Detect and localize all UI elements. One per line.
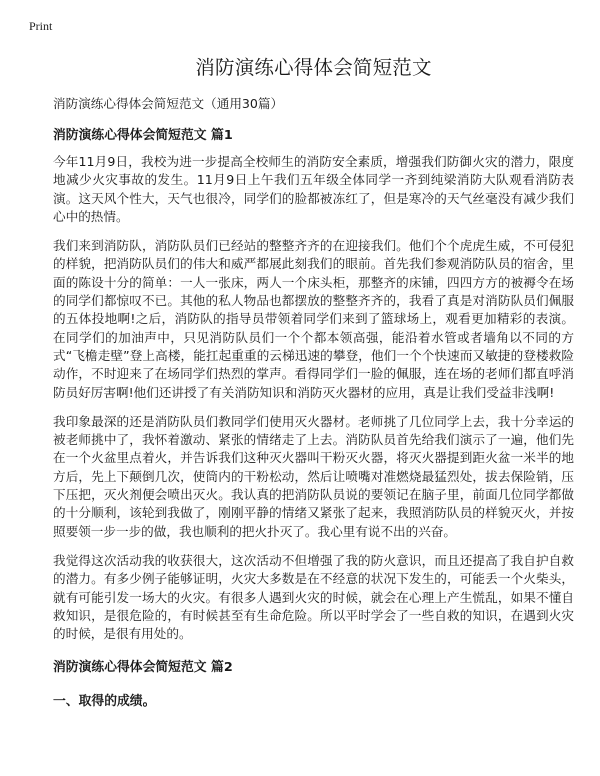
sub-heading: 一、取得的成绩。: [53, 694, 156, 710]
section-heading: 消防演练心得体会简短范文 篇2: [53, 660, 233, 676]
paragraph: 我觉得这次活动我的收获很大，这次活动不但增强了我的防火意识，而且还提高了我自护自救的潜力。有多少例子能够证明，火灾大多数是在不经意的状况下发生的，可能丢一个火柴头，就有可能引发一场大的火灾。有很多人遇到火灾的时候，就会在心理上产生慌乱，如果不懂自救知识，是很危险的，有时候甚至有生命危险。所以平时学会了一些自救的知识，在遇到火灾的时候，是很有用处的。: [53, 552, 574, 642]
paragraph: 我们来到消防队，消防队员们已经站的整整齐齐的在迎接我们。他们个个虎虎生威，不可侵犯的样貌，把消防队员们的伟大和威严都展此刻我们的眼前。首先我们参观消防队员的宿舍，里面的陈设十分的简单：一人一张床，两人一个床头柜，那整齐的床铺，四四方方的被褥令在场的同学们都惊叹不已。其他的私人物品也都摆放的整整齐齐的，我看了真是对消防队员们佩服的五体投地啊!之后，消防队的指导员带领着同学们来到了篮球场上，观看更加精彩的表演。在同学们的加油声中，只见消防队员们一个个都本领高强，能沿着水管或者墙角以不同的方式“飞檐走壁”登上高楼，能扛起重重的云梯迅速的攀登，他们一个个快速而又敏捷的登楼救险动作，不时迎来了在场同学们热烈的掌声。看得同学们一脸的佩服，连在场的老师们都直呼消防员好厉害啊!他们还讲授了有关消防知识和消防灭火器材的应用，真是让我们受益非浅啊!: [53, 238, 574, 400]
section-2: [53, 659, 574, 711]
document-title: 消防演练心得体会简短范文: [195, 56, 432, 79]
section-1: [53, 127, 574, 643]
document-body: [53, 48, 574, 711]
paragraph: 我印象最深的还是消防队员们教同学们使用灭火器材。老师挑了几位同学上去，我十分幸运的被老师挑中了，我怀着激动、紧张的情绪走了上去。消防队员首先给我们演示了一遍，他们先在一个火盆里点着火，并告诉我们这种灭火器叫干粉灭火器，将灭火器提到距火盆一米半的地方后，先上下颠倒几次，使筒内的干粉松动，然后让喷嘴对准燃烧最猛烈处，拔去保险销，压下压把，灭火剂便会喷出灭火。我认真的把消防队员说的要领记在脑子里，前面几位同学都做的十分顺利，该轮到我做了，刚刚平静的情绪又紧张了起来，我照消防队员的样貌灭火，并按照要领一步一步的做，我也顺利的把火扑灭了。我心里有说不出的兴奋。: [53, 413, 574, 539]
document-subtitle: 消防演练心得体会简短范文（通用30篇）: [53, 96, 284, 111]
paragraph: 今年11月9日，我校为进一步提高全校师生的消防安全素质，增强我们防御火灾的潜力，限度地减少火灾事故的发生。11月9日上午我们五年级全体同学一齐到纯梁消防大队观看消防表演。这天风个性大，天气也很冷，同学们的脸都被冻红了，但是寒冷的天气丝毫没有减少我们心中的热情。: [53, 154, 574, 224]
print-link[interactable]: Print: [29, 19, 53, 33]
section-heading: 消防演练心得体会简短范文 篇1: [53, 128, 233, 143]
